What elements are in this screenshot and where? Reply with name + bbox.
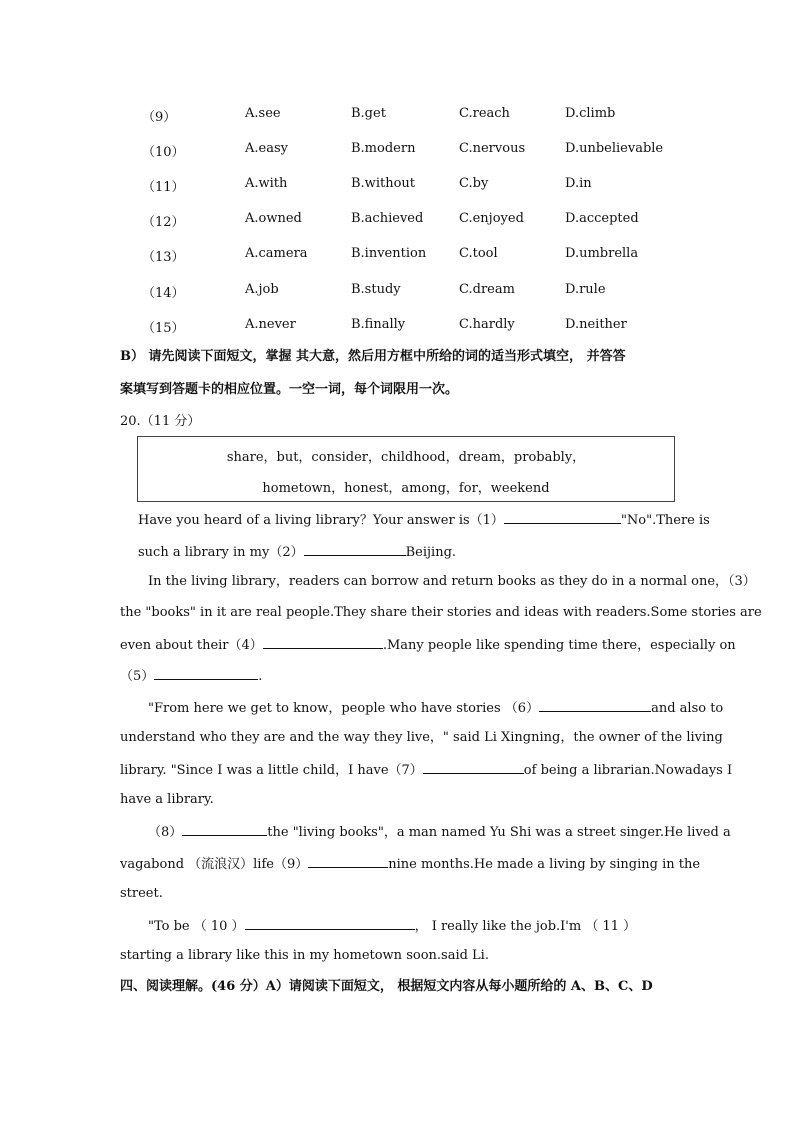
passage-text: understand who they are and the way they live，" said Li Xingning，the owner of the living (120, 730, 723, 745)
question-number: （9） (142, 110, 177, 125)
passage-text: starting a library like this in my hometown soon.said Li. (120, 948, 489, 963)
option-d: D.rule (565, 282, 606, 297)
option-b: B.without (351, 176, 415, 191)
passage-text: nine months.He made a living by singing in the (388, 857, 701, 872)
passage-line (120, 728, 723, 748)
passage-line (120, 634, 736, 656)
option-d: D.climb (565, 106, 616, 121)
passage-text: .Many people like spending time there，especially on (382, 638, 736, 653)
option-a: A.camera (245, 246, 308, 261)
option-row (0, 317, 794, 337)
option-a: A.owned (245, 211, 302, 226)
passage-text: even about their（4） (120, 638, 263, 653)
passage-line (120, 790, 676, 810)
option-c: C.reach (459, 106, 510, 121)
passage-line (138, 509, 710, 531)
question-number: （13） (142, 250, 185, 265)
option-a: A.easy (245, 141, 288, 156)
passage-text: street. (120, 886, 163, 901)
passage-line (120, 665, 676, 687)
option-d: D.umbrella (565, 246, 639, 261)
option-b: B.achieved (351, 211, 424, 226)
question-number: （15） (142, 321, 185, 336)
question-heading: 20.（11 分） (120, 414, 201, 429)
passage-line (148, 697, 724, 719)
passage-line (148, 572, 756, 592)
option-c: C.tool (459, 246, 498, 261)
option-row (0, 176, 794, 196)
option-d: D.neither (565, 317, 627, 332)
option-a: A.with (245, 176, 288, 191)
option-row (0, 282, 794, 302)
passage-line (120, 884, 676, 904)
passage-text: In the living library，readers can borrow and return books as they do in a normal one，（3） (148, 574, 756, 589)
section-b-instruction-cont: 案填写到答题卡的相应位置。一空一词，每个词限用一次。 (120, 382, 459, 397)
word-bank-line: hometown，honest，among，for，weekend (262, 481, 550, 496)
passage-line (120, 946, 676, 966)
passage-text: （5） (120, 669, 155, 684)
option-c: C.nervous (459, 141, 526, 156)
option-a: A.never (245, 317, 296, 332)
word-bank-box (137, 436, 675, 502)
passage-text: such a library in my（2） (138, 545, 304, 560)
question-number: （12） (142, 215, 185, 230)
question-number: （14） (142, 286, 185, 301)
passage-text: library. "Since I was a little child，I have（7） (120, 763, 423, 778)
passage-text: and also to (651, 701, 724, 716)
option-a: A.see (245, 106, 281, 121)
passage-text: "No".There is (620, 513, 710, 528)
section-b-instruction: B） 请先阅读下面短文，掌握 其大意，然后用方框中所给的词的适当形式填空， 并答答 (120, 349, 626, 364)
option-row (0, 106, 794, 126)
passage-text: Beijing. (405, 545, 457, 560)
passage-line (120, 759, 733, 781)
section-4-heading: 四、阅读理解。(46 分）A）请阅读下面短文， 根据短文内容从每小题所给的 A、B、C、D (120, 979, 653, 994)
option-b: B.get (351, 106, 386, 121)
passage-text: . (258, 669, 263, 684)
passage-text: ， I really like the job.I'm （ 11 ） (414, 919, 637, 934)
option-c: C.enjoyed (459, 211, 524, 226)
passage-line (120, 603, 762, 623)
passage-text: "From here we get to know，people who have stories （6） (148, 701, 540, 716)
option-a: A.job (245, 282, 279, 297)
passage-line (148, 915, 676, 937)
answer-blank-9[interactable] (308, 853, 388, 868)
option-c: C.hardly (459, 317, 515, 332)
passage-line (148, 821, 731, 843)
option-c: C.by (459, 176, 489, 191)
answer-blank-2[interactable] (304, 541, 406, 556)
passage-line (138, 541, 676, 563)
answer-blank-6[interactable] (539, 697, 651, 712)
passage-text: （8） (148, 825, 183, 840)
passage-text: the "living books"，a man named Yu Shi was a street singer.He lived a (267, 825, 731, 840)
passage-text: the "books" in it are real people.They share their stories and ideas with readers.Some stories are (120, 605, 762, 620)
option-b: B.modern (351, 141, 416, 156)
option-row (0, 211, 794, 231)
option-c: C.dream (459, 282, 515, 297)
question-number: （11） (142, 180, 185, 195)
passage-text: "To be （ 10 ） (148, 919, 245, 934)
answer-blank-4[interactable] (263, 634, 383, 649)
option-b: B.finally (351, 317, 406, 332)
option-d: D.accepted (565, 211, 639, 226)
option-b: B.study (351, 282, 401, 297)
passage-text: Have you heard of a living library？Your answer is（1） (138, 513, 504, 528)
answer-blank-1[interactable] (504, 509, 621, 524)
passage-text: have a library. (120, 792, 214, 807)
passage-line (120, 853, 701, 875)
option-b: B.invention (351, 246, 427, 261)
answer-blank-5[interactable] (154, 665, 258, 680)
question-number: （10） (142, 145, 185, 160)
option-d: D.in (565, 176, 592, 191)
answer-blank-8[interactable] (182, 821, 267, 836)
passage-text: vagabond （流浪汉）life（9） (120, 857, 309, 872)
passage-text: of being a librarian.Nowadays I (523, 763, 733, 778)
option-d: D.unbelievable (565, 141, 664, 156)
option-row (0, 246, 794, 266)
answer-blank-10[interactable] (245, 915, 415, 930)
word-bank-line: share，but，consider，childhood，dream，probably， (226, 450, 586, 465)
option-row (0, 141, 794, 161)
answer-blank-7[interactable] (423, 759, 524, 774)
